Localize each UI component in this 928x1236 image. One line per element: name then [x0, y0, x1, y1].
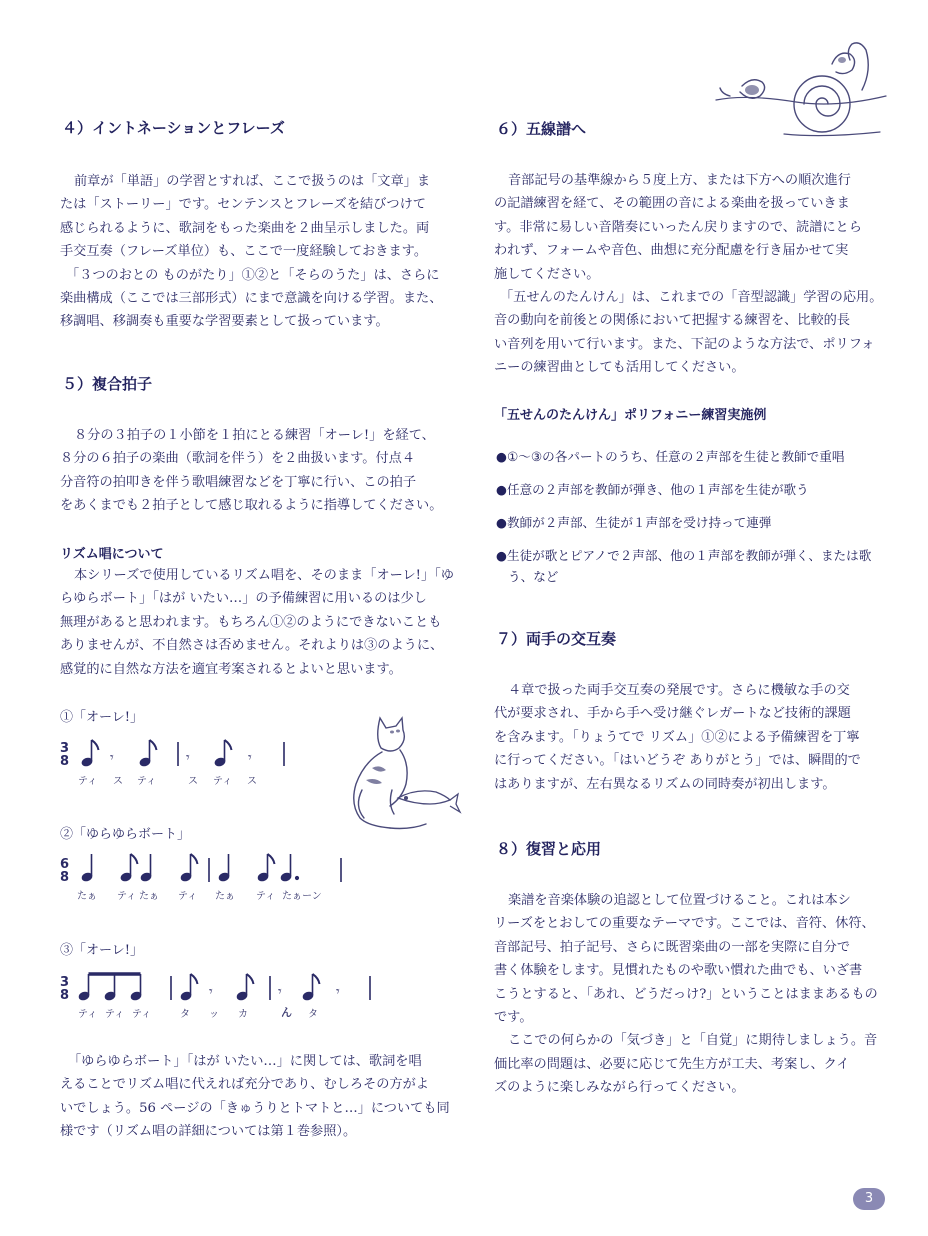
- body-line: 前章が「単語」の学習とすれば、ここで扱うのは「文章」ま: [74, 174, 431, 189]
- section-5-heading: ５）複合拍子: [62, 375, 153, 393]
- bullet-item: ●教師が２声部、生徒が１声部を受け持って連弾: [496, 515, 772, 530]
- body-line: 楽譜を音楽体験の追認として位置づけること。これは本シ: [508, 893, 851, 908]
- example-2-rhythm: [58, 850, 358, 886]
- syllable: ティ: [256, 891, 276, 902]
- body-line: 「ゆらゆらボート」「はが いたい…」に関しては、歌詞を唱: [68, 1054, 422, 1069]
- body-line: の記譜練習を経て、その範囲の音による楽曲を扱っていきま: [494, 196, 850, 212]
- syllable: ティ: [117, 891, 137, 902]
- syllable: ス: [113, 776, 123, 787]
- eighth-rest: 𝄾: [336, 984, 340, 1000]
- body-line: を含みます。「りょうてで リズム」①②による予備練習を丁寧: [494, 729, 860, 745]
- body-line: ここでの何らかの「気づき」と「自覚」に期待しましょう。音: [508, 1033, 878, 1049]
- syllable: たぁ: [139, 891, 159, 902]
- eighth-rest: 𝄾: [110, 750, 114, 766]
- section-8-body: [494, 889, 878, 1100]
- body-line: 書く体験をします。見慣れたものや歌い慣れた曲でも、いざ書: [494, 963, 863, 979]
- time-signature: 8: [60, 754, 70, 769]
- body-line: 分音符の拍叩きを伴う歌唱練習などを丁寧に行い、この拍子: [60, 474, 417, 490]
- syllable: ん: [281, 1006, 292, 1019]
- body-line: に行ってください。「はいどうぞ ありがとう」では、瞬間的で: [494, 753, 861, 769]
- bullet-item: ●①～③の各パートのうち、任意の２声部を生徒と教師で重唱: [496, 449, 845, 464]
- section-7-body: [494, 679, 861, 796]
- polyphony-bullets: [496, 446, 871, 587]
- mouse-on-snail-illustration: [712, 30, 892, 142]
- body-line: い音列を用いて行います。また、下記のような方法で、ポリフォ: [494, 336, 875, 352]
- eighth-rest: 𝄾: [209, 984, 213, 1000]
- body-line: 様です（リズム唱の詳細については第１巻参照）。: [60, 1124, 357, 1140]
- bullet-item-continued: う、など: [508, 569, 559, 584]
- body-line: 「五せんのたんけん」は、これまでの「音型認識」学習の応用。: [500, 290, 883, 306]
- body-line: 「３つのおとの ものがたり」①②と「そらのうた」は、さらに: [66, 267, 440, 283]
- section-6-heading: ６）五線譜へ: [496, 120, 587, 138]
- section-8-heading: ８）復習と応用: [496, 840, 602, 858]
- syllable: ス: [188, 776, 198, 787]
- time-signature: 3: [60, 741, 70, 756]
- syllable: ティ: [178, 891, 198, 902]
- body-line: 音部記号の基準線から５度上方、または下方への順次進行: [508, 173, 851, 188]
- body-line: ８分の６拍子の楽曲（歌詞を伴う）を２曲扱います。付点４: [60, 451, 416, 467]
- syllable: タ: [308, 1009, 318, 1020]
- syllable: ティ: [105, 1009, 125, 1020]
- eighth-rest: 𝄾: [278, 984, 282, 1000]
- body-line: す。非常に易しい音階奏にいったん戻りますので、読譜にとら: [494, 219, 862, 235]
- section-4-heading: ４）イントネーションとフレーズ: [62, 119, 285, 137]
- body-line: 価比率の問題は、必要に応じて先生方が工夫、考案し、クイ: [494, 1056, 850, 1072]
- example-3-label: ③「オーレ!」: [60, 943, 143, 958]
- body-line: 本シリーズで使用しているリズム唱を、そのまま「オーレ!」「ゆ: [74, 568, 454, 583]
- body-line: はありますが、左右異なるリズムの同時奏が初出します。: [494, 776, 836, 792]
- syllable: カ: [238, 1009, 248, 1020]
- body-line: 手交互奏（フレーズ単位）も、ここで一度経験しておきます。: [60, 244, 428, 260]
- body-line: リーズをとおしての重要なテーマです。ここでは、音符、休符、: [494, 916, 875, 932]
- body-line: ニーの練習曲としても活用してください。: [494, 360, 745, 376]
- example-1-rhythm: [58, 734, 308, 770]
- polyphony-heading: 「五せんのたんけん」ポリフォニー練習実施例: [494, 408, 767, 423]
- example-2-label: ②「ゆらゆらボート」: [60, 827, 191, 842]
- syllable: ス: [247, 776, 257, 787]
- syllable: ティ: [137, 776, 157, 787]
- cat-with-fish-illustration: [332, 710, 462, 832]
- body-line: らゆらボート」「はが いたい…」の予備練習に用いるのは少し: [60, 591, 427, 607]
- eighth-rest: 𝄾: [186, 750, 190, 766]
- time-signature: 6: [60, 857, 70, 872]
- body-line: ズのように楽しみながら行ってください。: [494, 1080, 745, 1096]
- body-line: いでしょう。56 ページの「きゅうりとトマトと…」についても同: [60, 1100, 450, 1116]
- section-4-body: [60, 170, 442, 334]
- section-6-body: [494, 169, 882, 380]
- syllable: タ: [180, 1009, 190, 1020]
- rhythm-closing: [60, 1050, 450, 1144]
- bullet-item: ●生徒が歌とピアノで２声部、他の１声部を教師が弾く、または歌: [496, 548, 872, 563]
- syllable: ッ: [209, 1009, 219, 1020]
- time-signature: 8: [60, 988, 70, 1003]
- body-line: こうとすると、「あれ、どうだっけ?」ということはままあるもの: [494, 986, 878, 1002]
- body-line: たは「ストーリー」です。センテンスとフレーズを結びつけて: [60, 197, 426, 213]
- time-signature: 3: [60, 975, 70, 990]
- section-5-body: [60, 424, 442, 518]
- example-3-rhythm: [58, 968, 388, 1004]
- body-line: 移調唱、移調奏も重要な学習要素として扱っています。: [60, 314, 389, 330]
- body-line: をあくまでも２拍子として感じ取れるように指導してください。: [60, 498, 443, 514]
- body-line: 音部記号、拍子記号、さらに既習楽曲の一部を実際に自分で: [494, 939, 851, 955]
- page-number-badge: 3: [853, 1188, 885, 1210]
- body-line: 施してください。: [494, 266, 600, 282]
- body-line: えることでリズム唱に代えれば充分であり、むしろその方がよ: [60, 1077, 429, 1093]
- syllable: ティ: [132, 1009, 152, 1020]
- syllable: ティ: [213, 776, 233, 787]
- body-line: 代が要求され、手から手へ受け継ぐレガートなど技術的課題: [494, 706, 851, 722]
- body-line: 感覚的に自然な方法を適宜考案されるとよいと思います。: [60, 661, 402, 677]
- bullet-item: ●任意の２声部を教師が弾き、他の１声部を生徒が歌う: [496, 482, 809, 497]
- eighth-rest: 𝄾: [248, 750, 252, 766]
- syllable: たぁ: [215, 891, 235, 902]
- section-7-heading: ７）両手の交互奏: [496, 630, 617, 648]
- body-line: ４章で扱った両手交互奏の発展です。さらに機敏な手の交: [508, 683, 850, 698]
- syllable: ティ: [78, 1009, 98, 1020]
- body-line: 無理があると思われます。もちろん①②のようにできないことも: [60, 614, 442, 630]
- example-1-label: ①「オーレ!」: [60, 710, 143, 725]
- body-line: です。: [494, 1010, 533, 1026]
- body-line: 音の動向を前後との関係において把握する練習を、比較的長: [494, 313, 851, 329]
- rhythm-body: [60, 564, 454, 681]
- body-line: われず、フォームや音色、曲想に充分配慮を行き届かせて実: [494, 243, 849, 259]
- body-line: ありませんが、不自然さは否めません。それよりは③のように、: [60, 638, 444, 654]
- rhythm-heading: リズム唱について: [60, 547, 164, 562]
- time-signature: 8: [60, 870, 70, 885]
- syllable: たぁ: [77, 891, 97, 902]
- body-line: 感じられるように、歌詞をもった楽曲を２曲呈示しました。両: [60, 220, 430, 236]
- syllable: たぁーン: [282, 891, 322, 902]
- syllable: ティ: [78, 776, 98, 787]
- body-line: 楽曲構成（ここでは三部形式）にまで意識を向ける学習。また、: [60, 291, 443, 307]
- body-line: ８分の３拍子の１小節を１拍にとる練習「オーレ!」を経て、: [74, 428, 435, 443]
